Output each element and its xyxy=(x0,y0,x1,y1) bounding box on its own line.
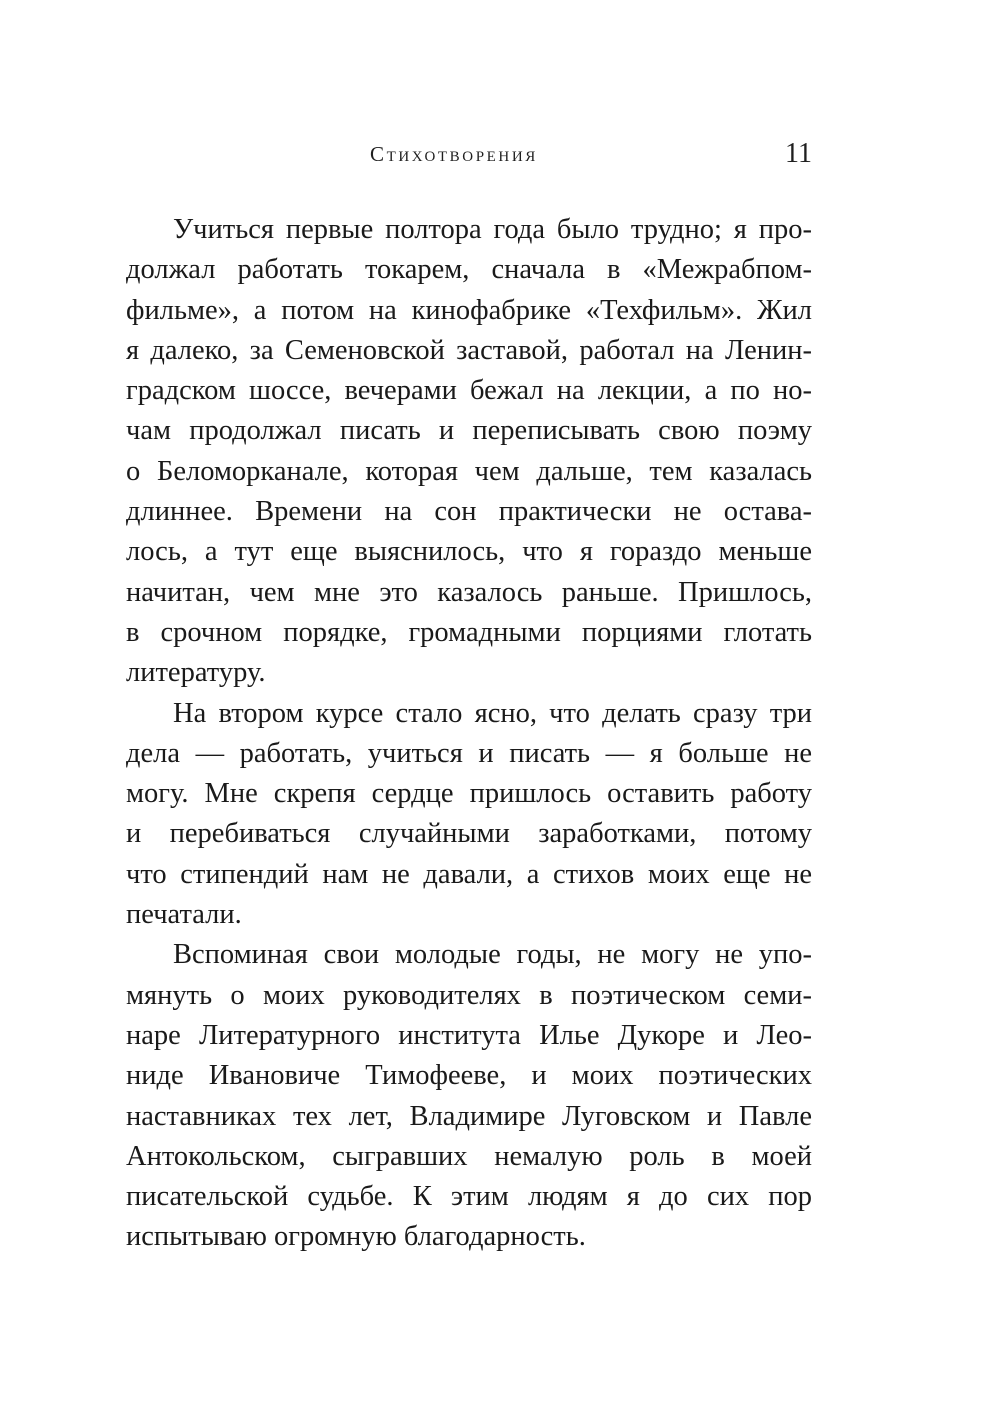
paragraph-2 xyxy=(126,694,812,936)
text-line: градском шоссе, вечерами бежал на лекции, а по но- xyxy=(126,375,812,407)
text-line: ниде Ивановиче Тимофееве, и моих поэтических xyxy=(126,1060,812,1092)
text-line: я далеко, за Семеновской заставой, работал на Ленин- xyxy=(126,334,812,366)
paragraph-1 xyxy=(126,210,812,694)
section-title: Стихотворения xyxy=(370,142,538,166)
text-line: могу. Мне скрепя сердце пришлось оставить работу xyxy=(126,778,812,810)
text-line: что стипендий нам не давали, а стихов моих еще не xyxy=(126,858,812,890)
text-line: писательской судьбе. К этим людям я до сих пор xyxy=(126,1181,812,1213)
text-line: испытываю огромную благодарность. xyxy=(126,1221,586,1253)
text-line: начитан, чем мне это казалось раньше. Пришлось, xyxy=(126,576,812,608)
paragraph-3 xyxy=(126,935,812,1257)
text-line: литературу. xyxy=(126,657,266,689)
text-line: наставниках тех лет, Владимире Луговском и Павле xyxy=(126,1100,812,1132)
text-line: чам продолжал писать и переписывать свою поэму xyxy=(126,415,812,447)
text-line: фильме», а потом на кинофабрике «Техфильм». Жил xyxy=(126,294,812,326)
text-line: мянуть о моих руководителях в поэтическом семи- xyxy=(126,979,812,1011)
text-line: дела — работать, учиться и писать — я больше не xyxy=(126,737,812,769)
text-line: длиннее. Времени на сон практически не остава- xyxy=(126,496,812,528)
text-line: в срочном порядке, громадными порциями глотать xyxy=(126,616,812,648)
text-line: наре Литературного института Илье Дукоре и Лео- xyxy=(126,1019,812,1051)
text-line: Вспоминая свои молодые годы, не могу не упо- xyxy=(173,939,812,971)
text-line: должал работать токарем, сначала в «Межрабпом- xyxy=(126,254,812,286)
body-text xyxy=(126,210,812,1258)
text-line: На втором курсе стало ясно, что делать сразу три xyxy=(173,697,812,729)
text-line: лось, а тут еще выяснилось, что я гораздо меньше xyxy=(126,536,812,568)
page-number: 11 xyxy=(785,138,812,169)
text-line: Учиться первые полтора года было трудно; я про- xyxy=(173,214,812,245)
text-line: Антокольском, сыгравших немалую роль в моей xyxy=(126,1140,812,1172)
text-line: печатали. xyxy=(126,899,242,931)
running-head xyxy=(126,138,812,178)
text-line: и перебиваться случайными заработками, потому xyxy=(126,818,812,850)
text-line: о Беломорканале, которая чем дальше, тем казалась xyxy=(126,455,812,487)
